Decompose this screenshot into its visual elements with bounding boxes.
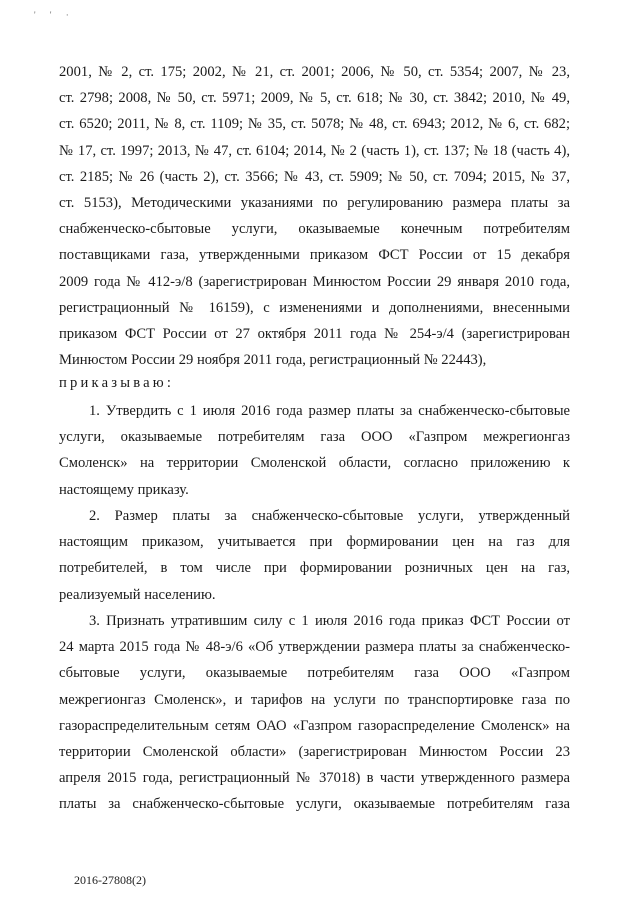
item-3-line: апреля 2015 года, регистрационный № 37018) в части утвержденного размера (59, 770, 570, 787)
item-3-line: 24 марта 2015 года № 48-э/6 «Об утверждении размера платы за снабженческо- (59, 639, 570, 656)
intro-line: регистрационный № 16159), с изменениями и дополнениями, внесенными (59, 299, 570, 316)
intro-paragraph (59, 59, 570, 373)
intro-line: ст. 2185; № 26 (часть 2), ст. 3566; № 43, ст. 5909; № 50, ст. 7094; 2015, № 37, (59, 168, 570, 185)
intro-line: ст. 6520; 2011, № 8, ст. 1109; № 35, ст. 5078; № 48, ст. 6943; 2012, № 6, ст. 682; (59, 116, 570, 133)
item-1-line: 1. Утвердить с 1 июля 2016 года размер платы за снабженческо-сбытовые (89, 403, 570, 419)
intro-line: ст. 2798; 2008, № 50, ст. 5971; 2009, № 5, ст. 618; № 30, ст. 3842; 2010, № 49, (59, 90, 570, 107)
item-2-paragraph (59, 503, 570, 608)
item-3-line: газораспределительным сетям ОАО «Газпром газораспределение Смоленск» на (59, 717, 570, 734)
item-3-line: территории Смоленской области» (зарегистрирован Минюстом России 23 (59, 743, 570, 760)
item-1-line: настоящему приказу. (59, 481, 189, 498)
item-1-line: Смоленск» на территории Смоленской области, согласно приложению к (59, 455, 570, 472)
item-3-paragraph (59, 608, 570, 818)
item-3-line: сбытовые услуги, оказываемые потребителям газа ООО «Газпром (59, 665, 570, 682)
item-2-line: реализуемый населению. (59, 586, 216, 603)
scan-marks: ' ' · (34, 10, 75, 20)
item-1-line: услуги, оказываемые потребителям газа ООО «Газпром межрегионгаз (59, 429, 570, 446)
intro-line: приказом ФСТ России от 27 октября 2011 года № 254-э/4 (зарегистрирован (59, 325, 570, 342)
intro-line: ст. 5153), Методическими указаниями по регулированию размера платы за (59, 194, 570, 211)
item-2-line: 2. Размер платы за снабженческо-сбытовые услуги, утвержденный (89, 508, 570, 524)
item-3-line: платы за снабженческо-сбытовые услуги, оказываемые потребителям газа (59, 796, 570, 813)
item-3-line: межрегионгаз Смоленск», и тарифов на услуги по транспортировке газа по (59, 691, 570, 708)
intro-line: поставщиками газа, утвержденными приказом ФСТ России от 15 декабря (59, 247, 570, 264)
document-code: 2016-27808(2) (74, 873, 146, 887)
prikazyvayu-heading: приказываю: (59, 375, 175, 391)
item-2-line: настоящим приказом, учитывается при формировании цен на газ для (59, 534, 570, 551)
intro-line: Минюстом России 29 ноября 2011 года, регистрационный № 22443), (59, 352, 487, 369)
intro-line: 2009 года № 412-э/8 (зарегистрирован Минюстом России 29 января 2010 года, (59, 273, 570, 290)
item-3-line: 3. Признать утратившим силу с 1 июля 2016 года приказ ФСТ России от (89, 613, 570, 629)
intro-line: № 17, ст. 1997; 2013, № 47, ст. 6104; 2014, № 2 (часть 1), ст. 137; № 18 (часть 4), (59, 142, 570, 159)
intro-line: снабженческо-сбытовые услуги, оказываемые конечным потребителям (59, 221, 570, 238)
item-2-line: потребителей, в том числе при формировании розничных цен на газ, (59, 560, 570, 577)
intro-line: 2001, № 2, ст. 175; 2002, № 21, ст. 2001; 2006, № 50, ст. 5354; 2007, № 23, (59, 64, 570, 80)
item-1-paragraph (59, 398, 570, 503)
